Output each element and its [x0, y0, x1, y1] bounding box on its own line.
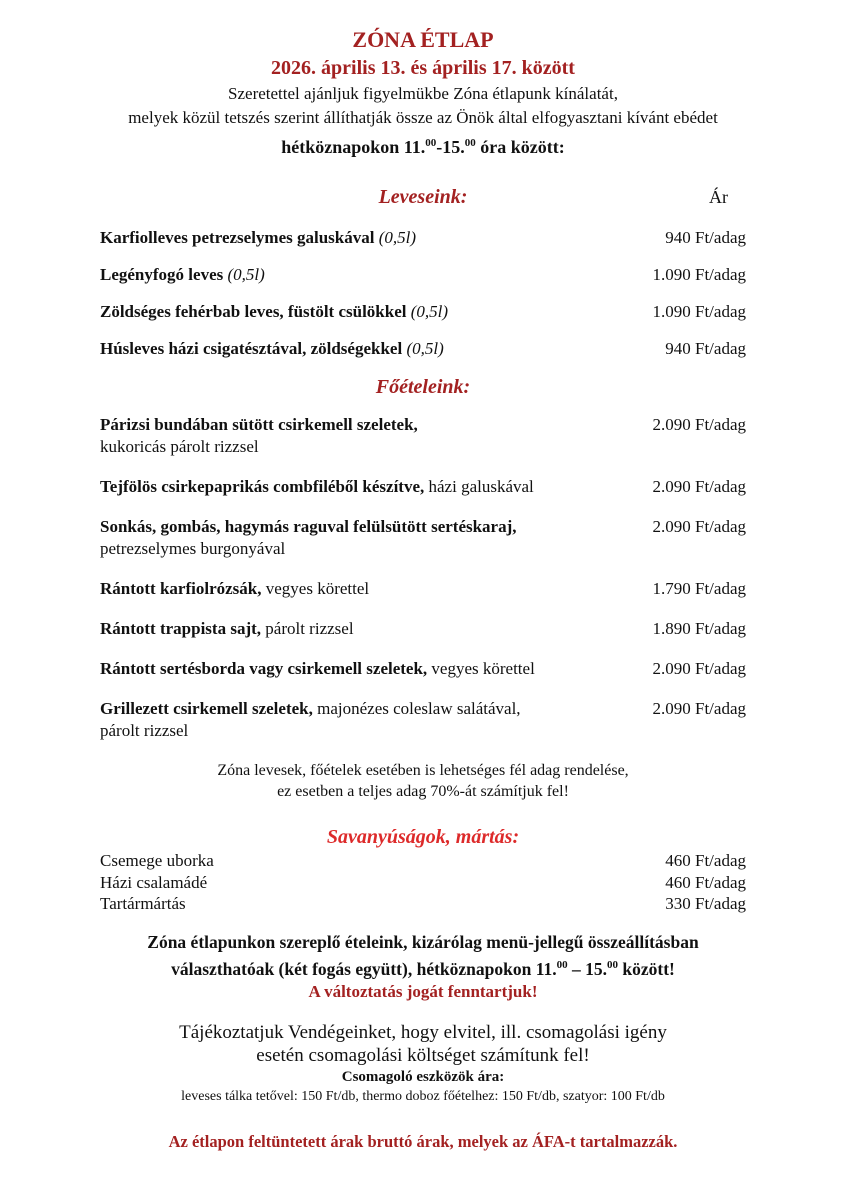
item-price: 1.790 Ft/adag — [652, 579, 746, 598]
item-price: 1.890 Ft/adag — [652, 619, 746, 638]
item-name: Zöldséges fehérbab leves, füstölt csülökkel (0,5l) — [100, 302, 449, 321]
pickle-row — [100, 850, 746, 872]
main-row — [100, 618, 746, 640]
soup-row — [100, 263, 746, 286]
main-row — [100, 476, 746, 498]
item-name: Tartármártás — [100, 894, 186, 913]
packaging-prices-heading: Csomagoló eszközök ára: — [341, 1069, 505, 1086]
soups-heading-row — [100, 184, 746, 210]
main-row — [100, 698, 746, 742]
item-name: Rántott trappista sajt, párolt rizzsel — [100, 619, 354, 638]
item-name: Csemege uborka — [100, 851, 214, 870]
portion-size: (0,5l) — [410, 302, 449, 321]
item-name: Házi csalamádé — [100, 872, 208, 892]
item-name: Grillezett csirkemell szeletek, majonézes coleslaw salátával, párolt rizzsel — [100, 699, 521, 740]
item-price: 2.090 Ft/adag — [652, 517, 746, 536]
item-price: 2.090 Ft/adag — [652, 699, 746, 718]
intro-line-2: melyek közül tetszés szerint állíthatják össze az Önök által elfogyasztani kívánt ebédet — [128, 108, 718, 127]
vat-footer-note: Az étlapon feltüntetett árak bruttó árak, melyek az ÁFA-t tartalmazzák. — [168, 1132, 678, 1152]
pickle-row — [100, 872, 746, 894]
mains-heading-row — [100, 374, 746, 400]
hours-line: hétköznapokon 11.00-15.00 óra között: — [281, 137, 565, 157]
item-price: 330 Ft/adag — [665, 894, 746, 913]
soups-list — [100, 226, 746, 360]
item-price: 940 Ft/adag — [665, 339, 746, 358]
main-row — [100, 658, 746, 680]
item-name: Párizsi bundában sütött csirkemell szeletek, kukoricás párolt rizzsel — [100, 415, 418, 456]
portion-size: (0,5l) — [406, 339, 444, 358]
section-heading-mains: Főételeink: — [375, 376, 471, 398]
intro-line-1: Szeretettel ajánljuk figyelmükbe Zóna étlapunk kínálatát, — [228, 84, 618, 103]
item-price: 2.090 Ft/adag — [652, 477, 746, 496]
main-row — [100, 414, 746, 458]
item-price: 940 Ft/adag — [665, 228, 746, 247]
item-price: 1.090 Ft/adag — [652, 265, 746, 284]
item-price: 2.090 Ft/adag — [652, 415, 746, 434]
pickles-list — [100, 850, 746, 915]
item-name: Legényfogó leves (0,5l) — [100, 265, 265, 284]
item-price: 460 Ft/adag — [665, 872, 746, 892]
item-desc-line2: párolt rizzsel — [100, 721, 189, 740]
main-row — [100, 516, 746, 560]
portion-size: (0,5l) — [378, 228, 417, 247]
changes-reserved-note: A változtatás jogát fenntartjuk! — [308, 982, 538, 1002]
item-name: Rántott sertésborda vagy csirkemell szeletek, vegyes körettel — [100, 659, 535, 678]
portion-size: (0,5l) — [227, 265, 265, 284]
page-title: ZÓNA ÉTLAP — [352, 27, 494, 52]
item-name: Tejfölös csirkepaprikás combfiléből készítve, házi galuskával — [100, 477, 534, 496]
item-name: Sonkás, gombás, hagymás raguval felülsütött sertéskaraj, petrezselymes burgonyával — [100, 517, 517, 558]
date-range: 2026. április 13. és április 17. között — [271, 57, 575, 79]
soup-row — [100, 337, 746, 360]
pickles-heading-row — [100, 824, 746, 850]
menu-only-note: Zóna étlapunkon szereplő ételeink, kizárólag menü-jellegű összeállításban választhatóak (két fogás együtt), hétköznapokon 11.00 – 15.00 között! A változtatás jogát fenntartjuk! — [100, 931, 746, 1004]
section-heading-soups: Leveseink: — [378, 186, 468, 208]
soup-row — [100, 300, 746, 323]
item-price: 1.090 Ft/adag — [652, 302, 746, 321]
half-portion-note: Zóna levesek, főételek esetében is lehetséges fél adag rendelése, ez esetben a teljes adag 70%-át számítjuk fel! — [217, 762, 629, 800]
item-desc-line2: petrezselymes burgonyával — [100, 539, 286, 558]
item-name: Húsleves házi csigatésztával, zöldségekkel (0,5l) — [100, 339, 444, 358]
item-desc-line2: kukoricás párolt rizzsel — [100, 437, 259, 456]
item-name: Rántott karfiolrózsák, vegyes körettel — [100, 579, 370, 598]
item-price: 2.090 Ft/adag — [652, 659, 746, 678]
main-row — [100, 578, 746, 600]
soup-row — [100, 226, 746, 249]
mains-list — [100, 414, 746, 742]
packaging-info: Tájékoztatjuk Vendégeinket, hogy elvitel, ill. csomagolási igény esetén csomagolási költséget számítunk fel! Csomagoló eszközök ára: leveses tálka tetővel: 150 Ft/db, thermo doboz főételhez: 150 Ft/db, szatyor: 100 Ft/db — [100, 1021, 746, 1106]
packaging-prices-detail: leveses tálka tetővel: 150 Ft/db, thermo doboz főételhez: 150 Ft/db, szatyor: 100 Ft/db — [181, 1089, 665, 1105]
item-price: 460 Ft/adag — [665, 851, 746, 870]
section-heading-pickles: Savanyúságok, mártás: — [326, 826, 520, 848]
price-column-header: Ár — [709, 187, 728, 207]
item-name: Karfiolleves petrezselymes galuskával (0,5l) — [100, 228, 417, 247]
pickle-row — [100, 893, 746, 915]
